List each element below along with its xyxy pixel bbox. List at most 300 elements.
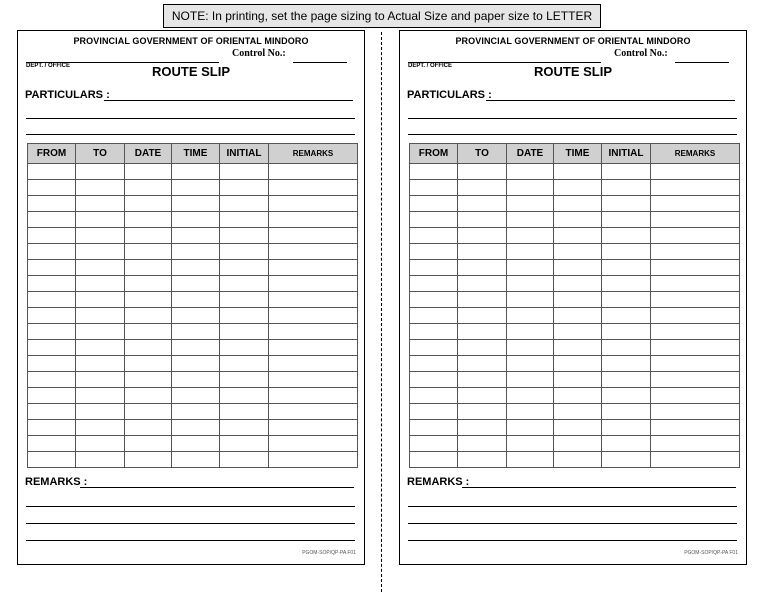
table-cell[interactable]: [76, 452, 125, 468]
table-cell[interactable]: [220, 388, 269, 404]
table-cell[interactable]: [220, 420, 269, 436]
table-cell[interactable]: [458, 308, 507, 324]
table-cell[interactable]: [410, 452, 458, 468]
table-cell[interactable]: [172, 228, 220, 244]
table-row: [28, 180, 358, 196]
table-cell[interactable]: [28, 260, 76, 276]
table-cell[interactable]: [651, 164, 740, 180]
table-cell[interactable]: [602, 244, 651, 260]
table-cell[interactable]: [220, 452, 269, 468]
table-cell[interactable]: [410, 436, 458, 452]
table-row: [28, 388, 358, 404]
table-row: [28, 292, 358, 308]
form-title: ROUTE SLIP: [151, 64, 230, 79]
particulars-field[interactable]: [104, 100, 353, 101]
table-cell[interactable]: [172, 436, 220, 452]
table-cell[interactable]: [554, 452, 602, 468]
table-cell[interactable]: [410, 404, 458, 420]
table-cell[interactable]: [554, 244, 602, 260]
table-cell[interactable]: [28, 436, 76, 452]
table-cell[interactable]: [172, 292, 220, 308]
table-cell[interactable]: [76, 356, 125, 372]
table-cell[interactable]: [458, 164, 507, 180]
table-cell[interactable]: [602, 340, 651, 356]
table-cell[interactable]: [172, 356, 220, 372]
table-cell[interactable]: [651, 308, 740, 324]
table-row: [28, 260, 358, 276]
table-row: [410, 340, 740, 356]
col-to: TO: [76, 144, 125, 164]
table-cell[interactable]: [507, 276, 554, 292]
table-cell[interactable]: [651, 292, 740, 308]
table-cell[interactable]: [28, 388, 76, 404]
table-cell[interactable]: [125, 308, 172, 324]
table-cell[interactable]: [410, 260, 458, 276]
table-row: [410, 404, 740, 420]
table-cell[interactable]: [125, 452, 172, 468]
table-cell[interactable]: [220, 308, 269, 324]
table-cell[interactable]: [410, 292, 458, 308]
routing-table: [409, 143, 740, 468]
particulars-line[interactable]: [26, 118, 355, 119]
table-cell[interactable]: [602, 436, 651, 452]
table-cell[interactable]: [220, 244, 269, 260]
table-cell[interactable]: [220, 260, 269, 276]
table-row: [410, 452, 740, 468]
table-cell[interactable]: [651, 356, 740, 372]
table-cell[interactable]: [651, 260, 740, 276]
table-cell[interactable]: [28, 292, 76, 308]
particulars-label: PARTICULARS :: [25, 89, 110, 101]
table-cell[interactable]: [554, 436, 602, 452]
table-cell[interactable]: [554, 260, 602, 276]
control-no-label: Control No.:: [232, 48, 286, 59]
table-cell[interactable]: [220, 164, 269, 180]
table-cell[interactable]: [410, 388, 458, 404]
table-cell[interactable]: [410, 356, 458, 372]
table-cell[interactable]: [651, 404, 740, 420]
table-cell[interactable]: [125, 228, 172, 244]
table-row: [28, 212, 358, 228]
table-cell[interactable]: [507, 420, 554, 436]
table-cell[interactable]: [172, 308, 220, 324]
table-cell[interactable]: [125, 244, 172, 260]
table-cell[interactable]: [410, 372, 458, 388]
table-cell[interactable]: [554, 212, 602, 228]
table-cell[interactable]: [172, 324, 220, 340]
remarks-line[interactable]: [408, 523, 737, 524]
table-cell[interactable]: [458, 260, 507, 276]
table-cell[interactable]: [554, 308, 602, 324]
table-cell[interactable]: [269, 244, 358, 260]
table-cell[interactable]: [269, 196, 358, 212]
table-cell[interactable]: [410, 324, 458, 340]
table-row: [410, 164, 740, 180]
control-no-field[interactable]: [675, 62, 729, 63]
table-cell[interactable]: [125, 212, 172, 228]
table-row: [410, 388, 740, 404]
table-cell[interactable]: [458, 340, 507, 356]
table-cell[interactable]: [410, 196, 458, 212]
table-cell[interactable]: [651, 388, 740, 404]
table-cell[interactable]: [220, 340, 269, 356]
table-cell[interactable]: [651, 228, 740, 244]
col-initial: INITIAL: [220, 144, 269, 164]
table-cell[interactable]: [220, 436, 269, 452]
table-cell[interactable]: [651, 372, 740, 388]
table-cell[interactable]: [651, 452, 740, 468]
table-cell[interactable]: [602, 196, 651, 212]
table-cell[interactable]: [458, 324, 507, 340]
table-cell[interactable]: [220, 324, 269, 340]
table-cell[interactable]: [172, 180, 220, 196]
table-row: [410, 276, 740, 292]
col-remarks: REMARKS: [269, 144, 358, 164]
table-cell[interactable]: [554, 180, 602, 196]
col-from: FROM: [410, 144, 458, 164]
table-cell[interactable]: [554, 356, 602, 372]
table-row: [28, 372, 358, 388]
table-cell[interactable]: [554, 292, 602, 308]
table-cell[interactable]: [507, 260, 554, 276]
table-cell[interactable]: [458, 276, 507, 292]
table-cell[interactable]: [125, 260, 172, 276]
table-cell[interactable]: [220, 372, 269, 388]
table-cell[interactable]: [76, 340, 125, 356]
table-cell[interactable]: [269, 356, 358, 372]
table-cell[interactable]: [458, 196, 507, 212]
table-cell[interactable]: [458, 292, 507, 308]
table-cell[interactable]: [76, 324, 125, 340]
table-cell[interactable]: [651, 436, 740, 452]
table-cell[interactable]: [410, 308, 458, 324]
table-cell[interactable]: [507, 228, 554, 244]
table-row: [28, 164, 358, 180]
table-cell[interactable]: [269, 212, 358, 228]
table-cell[interactable]: [76, 228, 125, 244]
table-cell[interactable]: [410, 340, 458, 356]
col-to: TO: [458, 144, 507, 164]
table-cell[interactable]: [554, 228, 602, 244]
table-cell[interactable]: [76, 260, 125, 276]
table-row: [28, 308, 358, 324]
table-cell[interactable]: [269, 260, 358, 276]
table-cell[interactable]: [172, 260, 220, 276]
table-cell[interactable]: [28, 404, 76, 420]
table-cell[interactable]: [458, 228, 507, 244]
table-cell[interactable]: [602, 228, 651, 244]
table-cell[interactable]: [410, 180, 458, 196]
table-cell[interactable]: [554, 420, 602, 436]
table-cell[interactable]: [220, 276, 269, 292]
table-cell[interactable]: [554, 196, 602, 212]
table-cell[interactable]: [76, 420, 125, 436]
table-cell[interactable]: [172, 340, 220, 356]
table-cell[interactable]: [507, 436, 554, 452]
table-cell[interactable]: [269, 276, 358, 292]
particulars-line[interactable]: [408, 118, 737, 119]
table-cell[interactable]: [602, 308, 651, 324]
col-remarks: REMARKS: [651, 144, 740, 164]
table-cell[interactable]: [172, 452, 220, 468]
table-cell[interactable]: [458, 180, 507, 196]
table-row: [28, 452, 358, 468]
table-cell[interactable]: [172, 244, 220, 260]
table-cell[interactable]: [507, 196, 554, 212]
remarks-field[interactable]: [462, 487, 736, 488]
cut-line: [381, 32, 382, 592]
table-cell[interactable]: [76, 308, 125, 324]
table-cell[interactable]: [651, 324, 740, 340]
table-cell[interactable]: [125, 388, 172, 404]
table-cell[interactable]: [125, 292, 172, 308]
table-cell[interactable]: [76, 212, 125, 228]
table-cell[interactable]: [458, 436, 507, 452]
form-title: ROUTE SLIP: [533, 64, 612, 79]
table-cell[interactable]: [602, 180, 651, 196]
table-row: [28, 404, 358, 420]
table-cell[interactable]: [458, 244, 507, 260]
col-date: DATE: [125, 144, 172, 164]
table-cell[interactable]: [172, 196, 220, 212]
table-cell[interactable]: [507, 212, 554, 228]
table-cell[interactable]: [125, 180, 172, 196]
table-row: [410, 308, 740, 324]
table-cell[interactable]: [125, 420, 172, 436]
table-row: [28, 196, 358, 212]
table-cell[interactable]: [76, 180, 125, 196]
table-cell[interactable]: [28, 212, 76, 228]
table-cell[interactable]: [220, 212, 269, 228]
table-cell[interactable]: [269, 388, 358, 404]
table-cell[interactable]: [76, 276, 125, 292]
table-cell[interactable]: [507, 388, 554, 404]
table-cell[interactable]: [602, 292, 651, 308]
table-cell[interactable]: [269, 452, 358, 468]
table-cell[interactable]: [458, 212, 507, 228]
table-row: [410, 324, 740, 340]
gov-header: PROVINCIAL GOVERNMENT OF ORIENTAL MINDORO: [73, 36, 309, 46]
col-time: TIME: [554, 144, 602, 164]
table-cell[interactable]: [554, 340, 602, 356]
particulars-line[interactable]: [26, 134, 355, 135]
route-slip-left: [17, 30, 365, 565]
table-cell[interactable]: [554, 388, 602, 404]
table-cell[interactable]: [28, 244, 76, 260]
table-cell[interactable]: [28, 228, 76, 244]
table-cell[interactable]: [172, 420, 220, 436]
table-row: [28, 244, 358, 260]
table-cell[interactable]: [28, 308, 76, 324]
table-row: [410, 292, 740, 308]
table-cell[interactable]: [507, 372, 554, 388]
table-cell[interactable]: [76, 292, 125, 308]
table-cell[interactable]: [76, 388, 125, 404]
table-cell[interactable]: [220, 196, 269, 212]
dept-office-label: DEPT. / OFFICE: [408, 63, 453, 69]
table-row: [28, 420, 358, 436]
table-cell[interactable]: [410, 276, 458, 292]
table-cell[interactable]: [28, 276, 76, 292]
table-cell[interactable]: [220, 404, 269, 420]
remarks-line[interactable]: [26, 506, 355, 507]
form-code: PGOM-SOP/QP-PA F01: [302, 550, 356, 556]
table-cell[interactable]: [172, 164, 220, 180]
table-row: [410, 212, 740, 228]
table-cell[interactable]: [602, 420, 651, 436]
table-cell[interactable]: [172, 388, 220, 404]
table-cell[interactable]: [172, 212, 220, 228]
remarks-line[interactable]: [26, 540, 355, 541]
table-cell[interactable]: [172, 404, 220, 420]
table-cell[interactable]: [507, 292, 554, 308]
table-cell[interactable]: [28, 452, 76, 468]
table-cell[interactable]: [76, 244, 125, 260]
table-cell[interactable]: [602, 388, 651, 404]
table-cell[interactable]: [507, 356, 554, 372]
remarks-line[interactable]: [408, 540, 737, 541]
table-cell[interactable]: [269, 292, 358, 308]
table-cell[interactable]: [410, 228, 458, 244]
table-cell[interactable]: [269, 340, 358, 356]
table-cell[interactable]: [554, 164, 602, 180]
table-cell[interactable]: [172, 372, 220, 388]
table-cell[interactable]: [269, 308, 358, 324]
table-row: [28, 436, 358, 452]
table-cell[interactable]: [125, 356, 172, 372]
table-cell[interactable]: [554, 372, 602, 388]
table-cell[interactable]: [76, 404, 125, 420]
table-cell[interactable]: [458, 404, 507, 420]
table-cell[interactable]: [125, 276, 172, 292]
form-code: PGOM-SOP/QP-PA F01: [684, 550, 738, 556]
table-cell[interactable]: [507, 340, 554, 356]
table-cell[interactable]: [172, 276, 220, 292]
table-cell[interactable]: [269, 180, 358, 196]
table-cell[interactable]: [651, 212, 740, 228]
table-cell[interactable]: [28, 420, 76, 436]
table-cell[interactable]: [651, 244, 740, 260]
table-cell[interactable]: [507, 324, 554, 340]
table-cell[interactable]: [76, 164, 125, 180]
table-cell[interactable]: [602, 404, 651, 420]
table-cell[interactable]: [554, 324, 602, 340]
table-cell[interactable]: [602, 276, 651, 292]
table-cell[interactable]: [125, 372, 172, 388]
table-cell[interactable]: [602, 452, 651, 468]
table-cell[interactable]: [269, 436, 358, 452]
table-cell[interactable]: [125, 436, 172, 452]
dept-office-label: DEPT. / OFFICE: [26, 63, 71, 69]
table-cell[interactable]: [28, 324, 76, 340]
table-cell[interactable]: [554, 276, 602, 292]
table-cell[interactable]: [507, 164, 554, 180]
table-cell[interactable]: [651, 180, 740, 196]
table-cell[interactable]: [458, 420, 507, 436]
table-cell[interactable]: [651, 340, 740, 356]
print-note: NOTE: In printing, set the page sizing to Actual Size and paper size to LETTER: [163, 4, 601, 28]
table-cell[interactable]: [458, 356, 507, 372]
table-cell[interactable]: [28, 180, 76, 196]
table-cell[interactable]: [602, 324, 651, 340]
table-cell[interactable]: [507, 404, 554, 420]
table-cell[interactable]: [554, 404, 602, 420]
table-cell[interactable]: [651, 420, 740, 436]
table-cell[interactable]: [28, 164, 76, 180]
remarks-label: REMARKS :: [25, 476, 88, 488]
table-cell[interactable]: [458, 372, 507, 388]
table-cell[interactable]: [651, 276, 740, 292]
table-cell[interactable]: [220, 356, 269, 372]
col-from: FROM: [28, 144, 76, 164]
table-cell[interactable]: [507, 244, 554, 260]
table-cell[interactable]: [410, 212, 458, 228]
table-cell[interactable]: [28, 372, 76, 388]
table-cell[interactable]: [507, 308, 554, 324]
control-no-label: Control No.:: [614, 48, 668, 59]
table-cell[interactable]: [76, 196, 125, 212]
table-cell[interactable]: [220, 228, 269, 244]
particulars-field[interactable]: [486, 100, 735, 101]
table-cell[interactable]: [602, 356, 651, 372]
table-cell[interactable]: [651, 196, 740, 212]
table-row: [410, 260, 740, 276]
table-row: [410, 196, 740, 212]
table-cell[interactable]: [458, 452, 507, 468]
table-cell[interactable]: [269, 228, 358, 244]
col-date: DATE: [507, 144, 554, 164]
table-cell[interactable]: [76, 372, 125, 388]
table-cell[interactable]: [507, 180, 554, 196]
particulars-label: PARTICULARS :: [407, 89, 492, 101]
remarks-label: REMARKS :: [407, 476, 470, 488]
table-cell[interactable]: [220, 180, 269, 196]
table-row: [28, 324, 358, 340]
table-cell[interactable]: [410, 420, 458, 436]
table-cell[interactable]: [602, 164, 651, 180]
remarks-line[interactable]: [26, 523, 355, 524]
table-cell[interactable]: [125, 164, 172, 180]
table-cell[interactable]: [28, 340, 76, 356]
table-cell[interactable]: [602, 372, 651, 388]
table-cell[interactable]: [269, 324, 358, 340]
table-cell[interactable]: [410, 244, 458, 260]
particulars-line[interactable]: [408, 134, 737, 135]
col-time: TIME: [172, 144, 220, 164]
table-cell[interactable]: [410, 164, 458, 180]
table-cell[interactable]: [602, 260, 651, 276]
table-cell[interactable]: [269, 164, 358, 180]
table-cell[interactable]: [269, 404, 358, 420]
table-cell[interactable]: [76, 436, 125, 452]
table-cell[interactable]: [28, 356, 76, 372]
remarks-line[interactable]: [408, 506, 737, 507]
table-cell[interactable]: [125, 324, 172, 340]
table-cell[interactable]: [220, 292, 269, 308]
table-row: [28, 340, 358, 356]
table-cell[interactable]: [125, 196, 172, 212]
table-cell[interactable]: [28, 196, 76, 212]
remarks-field[interactable]: [80, 487, 354, 488]
table-cell[interactable]: [507, 452, 554, 468]
table-cell[interactable]: [269, 372, 358, 388]
table-cell[interactable]: [602, 212, 651, 228]
table-cell[interactable]: [458, 388, 507, 404]
table-cell[interactable]: [269, 420, 358, 436]
table-cell[interactable]: [125, 404, 172, 420]
table-cell[interactable]: [125, 340, 172, 356]
control-no-field[interactable]: [293, 62, 347, 63]
